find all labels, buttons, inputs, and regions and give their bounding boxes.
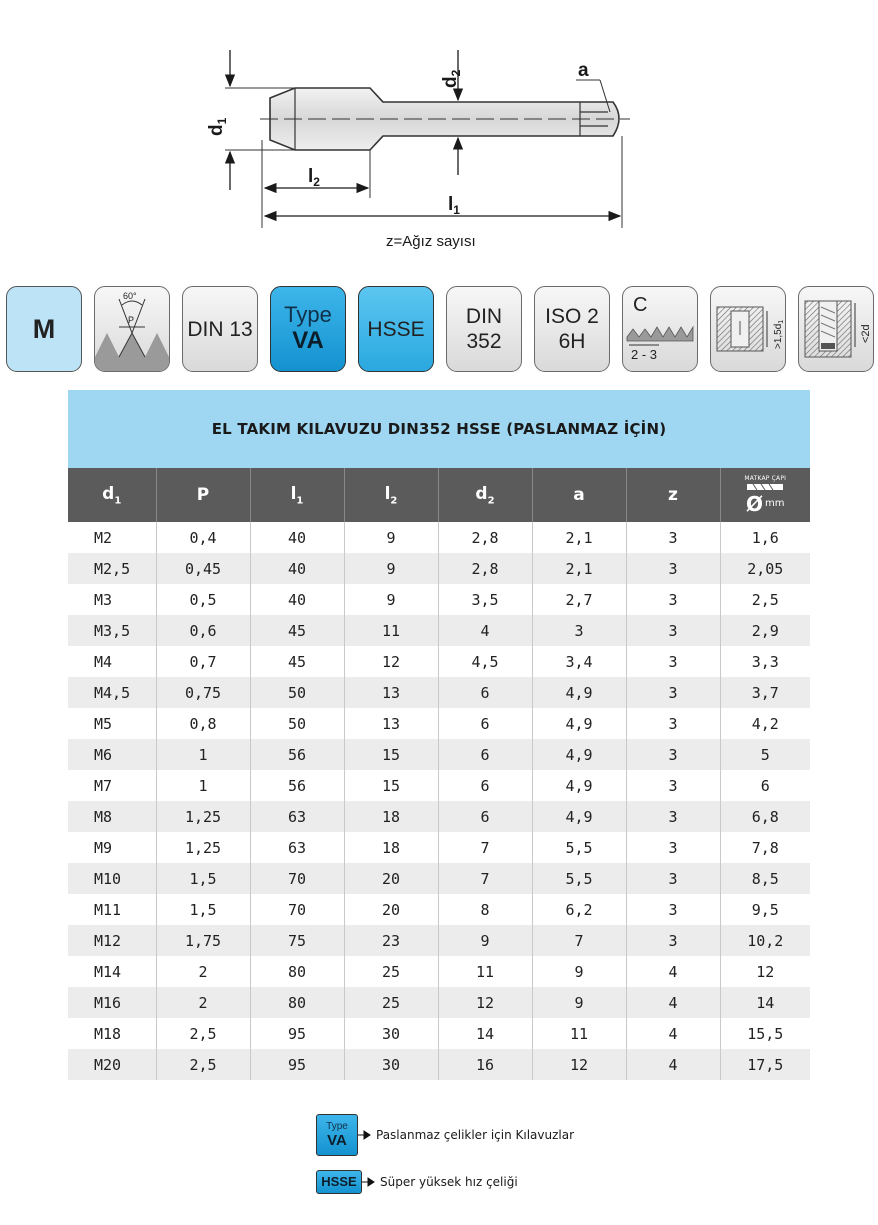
table-cell: 45 xyxy=(250,615,344,646)
table-cell: 1 xyxy=(156,770,250,801)
table-cell: 2,05 xyxy=(720,553,810,584)
svg-text:>1,5d1: $>1,5d_1$ xyxy=(773,319,785,349)
table-cell: M10 xyxy=(68,863,156,894)
table-cell: 45 xyxy=(250,646,344,677)
table-cell: 1,5 xyxy=(156,863,250,894)
table-cell: 3 xyxy=(532,615,626,646)
table-cell: 1,75 xyxy=(156,925,250,956)
table-cell: 40 xyxy=(250,584,344,615)
table-cell: 4,9 xyxy=(532,677,626,708)
table-cell: 40 xyxy=(250,553,344,584)
table-cell: M9 xyxy=(68,832,156,863)
table-cell: 2,5 xyxy=(156,1049,250,1080)
table-cell: 4,9 xyxy=(532,739,626,770)
metric-thread-icon xyxy=(6,286,82,372)
legend-hsse-text: Süper yüksek hız çeliği xyxy=(380,1175,518,1189)
table-cell: 1,25 xyxy=(156,801,250,832)
col-drill-diameter: MATKAP ÇAPI Ø mm xyxy=(720,468,810,522)
table-cell: 7,8 xyxy=(720,832,810,863)
table-cell: 5,5 xyxy=(532,863,626,894)
table-cell: 3,3 xyxy=(720,646,810,677)
table-cell: 80 xyxy=(250,956,344,987)
table-cell: 20 xyxy=(344,894,438,925)
table-cell: 2,8 xyxy=(438,553,532,584)
table-cell: 10,2 xyxy=(720,925,810,956)
table-cell: 18 xyxy=(344,832,438,863)
table-cell: 7 xyxy=(438,832,532,863)
table-cell: 12 xyxy=(344,646,438,677)
table-row xyxy=(68,708,810,739)
legend-hsse-icon: HSSE xyxy=(316,1170,362,1194)
table-cell: M18 xyxy=(68,1018,156,1049)
table-cell: 9 xyxy=(532,987,626,1018)
table-cell: 4,9 xyxy=(532,708,626,739)
table-cell: 2 xyxy=(156,956,250,987)
table-cell: M3 xyxy=(68,584,156,615)
table-cell: 0,5 xyxy=(156,584,250,615)
table-cell: 75 xyxy=(250,925,344,956)
table-cell: 1 xyxy=(156,739,250,770)
table-cell: 2,1 xyxy=(532,522,626,553)
spec-table-body xyxy=(68,522,810,1080)
col-z: z xyxy=(626,468,720,522)
table-cell: 5 xyxy=(720,739,810,770)
table-cell: 4 xyxy=(626,987,720,1018)
table-cell: 15,5 xyxy=(720,1018,810,1049)
table-cell: 3 xyxy=(626,863,720,894)
table-cell: 8,5 xyxy=(720,863,810,894)
table-row xyxy=(68,677,810,708)
table-cell: 11 xyxy=(532,1018,626,1049)
through-hole-icon xyxy=(798,286,874,372)
table-cell: 2 xyxy=(156,987,250,1018)
table-cell: 70 xyxy=(250,863,344,894)
table-cell: 4,9 xyxy=(532,801,626,832)
table-cell: 6 xyxy=(438,708,532,739)
table-cell: 9 xyxy=(344,553,438,584)
table-cell: 0,75 xyxy=(156,677,250,708)
table-cell: 23 xyxy=(344,925,438,956)
table-cell: 17,5 xyxy=(720,1049,810,1080)
table-cell: 9 xyxy=(438,925,532,956)
table-cell: 9,5 xyxy=(720,894,810,925)
table-cell: 15 xyxy=(344,739,438,770)
table-cell: M4,5 xyxy=(68,677,156,708)
table-cell: 4 xyxy=(438,615,532,646)
table-title: EL TAKIM KILAVUZU DIN352 HSSE (PASLANMAZ İÇİN) xyxy=(211,420,667,438)
table-cell: 6 xyxy=(438,770,532,801)
table-cell: M3,5 xyxy=(68,615,156,646)
table-cell: 3,7 xyxy=(720,677,810,708)
table-cell: 7 xyxy=(438,863,532,894)
table-cell: 3 xyxy=(626,894,720,925)
table-cell: 80 xyxy=(250,987,344,1018)
spec-table xyxy=(68,468,810,1080)
svg-text:<2d: <2d xyxy=(860,324,872,343)
table-cell: 0,4 xyxy=(156,522,250,553)
table-row xyxy=(68,553,810,584)
table-row xyxy=(68,584,810,615)
table-cell: 56 xyxy=(250,770,344,801)
table-cell: 6,8 xyxy=(720,801,810,832)
table-cell: 56 xyxy=(250,739,344,770)
table-cell: 2,7 xyxy=(532,584,626,615)
table-cell: 25 xyxy=(344,987,438,1018)
property-icon-row xyxy=(6,286,872,372)
table-cell: 95 xyxy=(250,1018,344,1049)
col-d1: $d_1$ xyxy=(68,468,156,522)
table-cell: 3,4 xyxy=(532,646,626,677)
table-cell: 3,5 xyxy=(438,584,532,615)
blind-hole-icon xyxy=(710,286,786,372)
table-row xyxy=(68,739,810,770)
table-cell: 30 xyxy=(344,1018,438,1049)
arrow-right-icon xyxy=(358,1130,372,1140)
table-cell: 63 xyxy=(250,801,344,832)
table-cell: 7 xyxy=(532,925,626,956)
table-cell: 3 xyxy=(626,801,720,832)
table-cell: 1,5 xyxy=(156,894,250,925)
table-cell: M14 xyxy=(68,956,156,987)
table-row xyxy=(68,615,810,646)
table-cell: 12 xyxy=(720,956,810,987)
table-cell: M7 xyxy=(68,770,156,801)
hsse-icon: HSSE xyxy=(358,286,434,372)
table-cell: 6 xyxy=(438,739,532,770)
table-cell: M2 xyxy=(68,522,156,553)
table-cell: M20 xyxy=(68,1049,156,1080)
table-cell: 12 xyxy=(438,987,532,1018)
table-cell: 9 xyxy=(344,522,438,553)
table-cell: 2,8 xyxy=(438,522,532,553)
table-cell: 3 xyxy=(626,770,720,801)
table-cell: 95 xyxy=(250,1049,344,1080)
legend-hsse xyxy=(316,1170,518,1194)
type-va-icon: Type VA xyxy=(270,286,346,372)
table-header-row xyxy=(68,468,810,522)
table-cell: 11 xyxy=(438,956,532,987)
table-cell: 4 xyxy=(626,1049,720,1080)
table-cell: 15 xyxy=(344,770,438,801)
din13-icon: DIN 13 xyxy=(182,286,258,372)
table-title-band xyxy=(68,390,810,468)
table-cell: 4 xyxy=(626,1018,720,1049)
l1-label: $l_1$ xyxy=(448,194,460,217)
table-cell: 13 xyxy=(344,677,438,708)
drill-bit-icon xyxy=(745,482,785,492)
table-cell: M11 xyxy=(68,894,156,925)
table-cell: 13 xyxy=(344,708,438,739)
table-cell: 4,9 xyxy=(532,770,626,801)
table-cell: 0,45 xyxy=(156,553,250,584)
table-cell: 3 xyxy=(626,708,720,739)
table-row xyxy=(68,832,810,863)
table-cell: 3 xyxy=(626,739,720,770)
table-cell: 4 xyxy=(626,956,720,987)
table-row xyxy=(68,863,810,894)
table-cell: 30 xyxy=(344,1049,438,1080)
table-cell: 4,5 xyxy=(438,646,532,677)
col-d2: $d_2$ xyxy=(438,468,532,522)
table-cell: 3 xyxy=(626,832,720,863)
col-p: P xyxy=(156,468,250,522)
col-a: a xyxy=(532,468,626,522)
table-cell: 40 xyxy=(250,522,344,553)
table-cell: 50 xyxy=(250,708,344,739)
table-cell: 14 xyxy=(438,1018,532,1049)
table-cell: 18 xyxy=(344,801,438,832)
svg-text:2 - 3: 2 - 3 xyxy=(631,347,658,362)
table-cell: 14 xyxy=(720,987,810,1018)
table-row xyxy=(68,522,810,553)
table-cell: 25 xyxy=(344,956,438,987)
legend-type-va-icon: Type VA xyxy=(316,1114,358,1156)
svg-text:P: P xyxy=(128,315,135,325)
table-cell: 9 xyxy=(344,584,438,615)
d1-label: $d_1$ xyxy=(206,117,229,136)
legend-type-va-text: Paslanmaz çelikler için Kılavuzlar xyxy=(376,1128,575,1142)
table-row xyxy=(68,646,810,677)
table-cell: M5 xyxy=(68,708,156,739)
table-row xyxy=(68,1049,810,1080)
table-row xyxy=(68,956,810,987)
l2-label: $l_2$ xyxy=(308,166,320,189)
tap-technical-drawing xyxy=(200,40,640,260)
table-cell: 5,5 xyxy=(532,832,626,863)
table-cell: 3 xyxy=(626,646,720,677)
table-cell: 8 xyxy=(438,894,532,925)
legend-type-va xyxy=(316,1114,574,1156)
a-label: a xyxy=(578,60,589,81)
table-row xyxy=(68,770,810,801)
table-cell: 3 xyxy=(626,925,720,956)
table-cell: 3 xyxy=(626,615,720,646)
table-cell: 16 xyxy=(438,1049,532,1080)
table-row xyxy=(68,894,810,925)
table-cell: 3 xyxy=(626,677,720,708)
chamfer-icon xyxy=(622,286,698,372)
col-l2: $l_2$ xyxy=(344,468,438,522)
arrow-right-icon xyxy=(362,1177,376,1187)
table-cell: 70 xyxy=(250,894,344,925)
table-cell: 50 xyxy=(250,677,344,708)
table-cell: 63 xyxy=(250,832,344,863)
table-cell: M4 xyxy=(68,646,156,677)
metric-label: M xyxy=(32,313,56,344)
table-cell: 3 xyxy=(626,553,720,584)
iso2-6h-icon: ISO 2 6H xyxy=(534,286,610,372)
table-cell: 20 xyxy=(344,863,438,894)
table-cell: 3 xyxy=(626,522,720,553)
table-cell: 0,8 xyxy=(156,708,250,739)
table-cell: M8 xyxy=(68,801,156,832)
table-cell: 9 xyxy=(532,956,626,987)
table-row xyxy=(68,1018,810,1049)
svg-text:C: C xyxy=(633,294,648,316)
d2-label: $d_2$ xyxy=(440,69,463,88)
table-cell: 2,5 xyxy=(720,584,810,615)
table-cell: 12 xyxy=(532,1049,626,1080)
table-cell: 1,25 xyxy=(156,832,250,863)
table-cell: 6 xyxy=(720,770,810,801)
table-cell: 2,9 xyxy=(720,615,810,646)
table-cell: 6,2 xyxy=(532,894,626,925)
table-cell: 2,1 xyxy=(532,553,626,584)
table-row xyxy=(68,925,810,956)
table-cell: M2,5 xyxy=(68,553,156,584)
table-cell: M6 xyxy=(68,739,156,770)
table-cell: M12 xyxy=(68,925,156,956)
spec-table-section xyxy=(68,390,810,1080)
table-row xyxy=(68,987,810,1018)
table-row xyxy=(68,801,810,832)
drawing-caption: z=Ağız sayısı xyxy=(386,233,476,250)
table-cell: 0,6 xyxy=(156,615,250,646)
table-cell: 2,5 xyxy=(156,1018,250,1049)
din352-icon: DIN 352 xyxy=(446,286,522,372)
table-cell: 11 xyxy=(344,615,438,646)
table-cell: 6 xyxy=(438,677,532,708)
col-l1: $l_1$ xyxy=(250,468,344,522)
table-cell: 3 xyxy=(626,584,720,615)
table-cell: 6 xyxy=(438,801,532,832)
table-cell: 4,2 xyxy=(720,708,810,739)
svg-text:60°: 60° xyxy=(123,291,137,301)
table-cell: M16 xyxy=(68,987,156,1018)
thread-profile-60-icon xyxy=(94,286,170,372)
table-cell: 1,6 xyxy=(720,522,810,553)
table-cell: 0,7 xyxy=(156,646,250,677)
